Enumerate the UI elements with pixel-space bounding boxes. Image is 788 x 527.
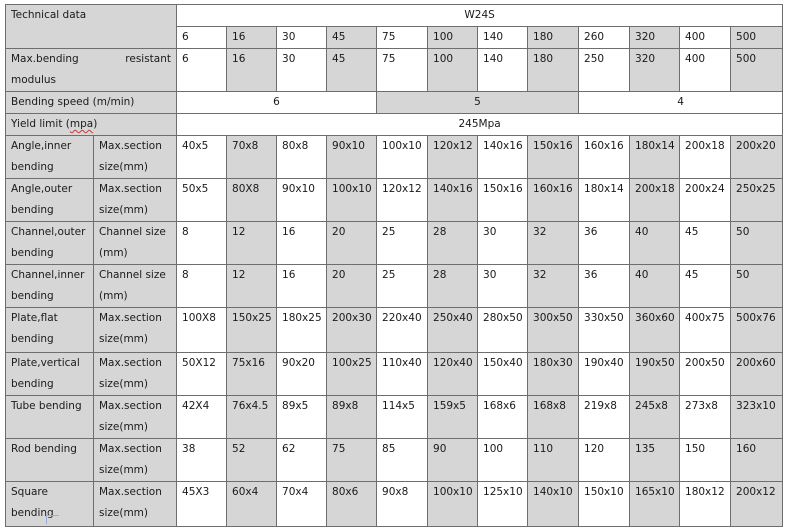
section-value-cell: 40	[630, 222, 680, 265]
header-size-0: 6	[177, 27, 227, 49]
bending-type-label	[6, 179, 94, 222]
section-value-cell: 38	[177, 439, 227, 482]
bending-type-label	[6, 308, 94, 353]
section-value-cell: 150x40	[478, 353, 528, 396]
section-value-cell: 250x25	[731, 179, 783, 222]
section-value-cell: 220x40	[377, 308, 428, 353]
section-value-cell: 180x14	[579, 179, 630, 222]
bending-type-line: Rod bending	[11, 443, 77, 455]
section-value-cell: 36	[579, 222, 630, 265]
speed-value-1: 6	[177, 92, 377, 114]
section-value-cell: 300x50	[528, 308, 579, 353]
section-size-label	[94, 222, 177, 265]
section-value-cell: 16	[277, 265, 327, 308]
section-size-line: size(mm)	[99, 507, 149, 519]
section-size-line: size(mm)	[99, 204, 149, 216]
section-value-cell: 70x4	[277, 482, 327, 527]
row-technical-data	[6, 5, 783, 27]
section-value-cell: 140x16	[428, 179, 478, 222]
bending-type-label	[6, 439, 94, 482]
section-value-cell: 90x10	[277, 179, 327, 222]
bending-type-label	[6, 222, 94, 265]
section-value-cell: 76x4.5	[227, 396, 277, 439]
modulus-value-11: 500	[731, 49, 783, 92]
section-size-line: size(mm)	[99, 421, 149, 433]
section-value-cell: 150x16	[478, 179, 528, 222]
bending-type-line: bending	[11, 333, 54, 345]
section-size-line: Max.section	[99, 357, 162, 369]
row-bending-speed	[6, 92, 783, 114]
section-value-cell: 100x25	[327, 353, 377, 396]
section-value-cell: 200x18	[630, 179, 680, 222]
section-row	[6, 482, 783, 527]
section-value-cell: 8	[177, 265, 227, 308]
section-value-cell: 400x75	[680, 308, 731, 353]
section-value-cell: 20	[327, 265, 377, 308]
modulus-value-7: 180	[528, 49, 579, 92]
section-value-cell: 190x50	[630, 353, 680, 396]
section-value-cell: 125x10	[478, 482, 528, 527]
section-value-cell: 75	[327, 439, 377, 482]
section-size-label	[94, 308, 177, 353]
header-size-6: 140	[478, 27, 528, 49]
section-value-cell: 360x60	[630, 308, 680, 353]
section-value-cell: 140x16	[478, 136, 528, 179]
section-value-cell: 150x16	[528, 136, 579, 179]
section-value-cell: 120x12	[428, 136, 478, 179]
section-value-cell: 273x8	[680, 396, 731, 439]
section-value-cell: 50X12	[177, 353, 227, 396]
section-size-line: Max.section	[99, 443, 162, 455]
bending-type-line: bending	[11, 161, 54, 173]
section-value-cell: 50	[731, 265, 783, 308]
bending-type-label	[6, 265, 94, 308]
section-value-cell: 280x50	[478, 308, 528, 353]
section-value-cell: 30	[478, 265, 528, 308]
section-value-cell: 219x8	[579, 396, 630, 439]
section-value-cell: 180x30	[528, 353, 579, 396]
section-value-cell: 200x24	[680, 179, 731, 222]
section-value-cell: 500x76	[731, 308, 783, 353]
bending-type-line: bending	[11, 290, 54, 302]
section-row	[6, 265, 783, 308]
section-value-cell: 30	[478, 222, 528, 265]
section-size-line: size(mm)	[99, 378, 149, 390]
section-value-cell: 180x14	[630, 136, 680, 179]
section-value-cell: 120x40	[428, 353, 478, 396]
modulus-value-2: 30	[277, 49, 327, 92]
section-value-cell: 168x8	[528, 396, 579, 439]
header-size-3: 45	[327, 27, 377, 49]
yield-label-c: )	[93, 118, 98, 130]
section-value-cell: 20	[327, 222, 377, 265]
section-size-label	[94, 482, 177, 527]
bending-type-line: Tube bending	[11, 400, 82, 412]
section-row	[6, 439, 783, 482]
bending-type-line: bending	[11, 247, 54, 259]
section-value-cell: 28	[428, 265, 478, 308]
section-value-cell: 8	[177, 222, 227, 265]
section-value-cell: 45X3	[177, 482, 227, 527]
section-value-cell: 12	[227, 265, 277, 308]
section-row	[6, 222, 783, 265]
section-value-cell: 180x25	[277, 308, 327, 353]
bending-type-label	[6, 396, 94, 439]
modulus-value-10: 400	[680, 49, 731, 92]
bending-type-line	[11, 417, 88, 438]
header-size-1: 16	[227, 27, 277, 49]
bending-type-line: Channel,outer	[11, 226, 86, 238]
modulus-value-5: 100	[428, 49, 478, 92]
section-value-cell: 70x8	[227, 136, 277, 179]
section-size-line: Channel size	[99, 269, 166, 281]
bending-speed-label: Bending speed (m/min)	[6, 92, 177, 114]
section-value-cell: 200x60	[731, 353, 783, 396]
modulus-value-9: 320	[630, 49, 680, 92]
yield-label-a: Yield limit (	[11, 118, 70, 130]
section-rows	[6, 136, 783, 527]
section-value-cell: 75x16	[227, 353, 277, 396]
section-value-cell: 45	[680, 222, 731, 265]
section-value-cell: 45	[680, 265, 731, 308]
bending-type-line: bending	[11, 378, 54, 390]
section-row	[6, 396, 783, 439]
section-value-cell: 90x20	[277, 353, 327, 396]
section-value-cell: 100x10	[428, 482, 478, 527]
header-size-9: 320	[630, 27, 680, 49]
technical-data-table	[5, 4, 783, 527]
section-value-cell: 25	[377, 265, 428, 308]
section-size-line: Max.section	[99, 486, 162, 498]
section-value-cell: 135	[630, 439, 680, 482]
bending-type-line: Plate,vertical	[11, 357, 80, 369]
section-value-cell: 32	[528, 265, 579, 308]
section-value-cell: 160	[731, 439, 783, 482]
section-value-cell: 85	[377, 439, 428, 482]
section-value-cell: 50x5	[177, 179, 227, 222]
modulus-label-b: resistant	[125, 53, 172, 65]
section-size-line: (mm)	[99, 290, 128, 302]
modulus-value-0: 6	[177, 49, 227, 92]
bending-type-label	[6, 136, 94, 179]
section-value-cell: 200x12	[731, 482, 783, 527]
section-row	[6, 136, 783, 179]
section-value-cell: 120	[579, 439, 630, 482]
section-value-cell: 12	[227, 222, 277, 265]
section-value-cell: 250x40	[428, 308, 478, 353]
section-value-cell: 100x10	[377, 136, 428, 179]
header-size-11: 500	[731, 27, 783, 49]
bending-type-line: Angle,inner	[11, 140, 72, 152]
section-value-cell: 28	[428, 222, 478, 265]
yield-limit-value: 245Mpa	[177, 114, 783, 136]
section-size-line: Max.section	[99, 400, 162, 412]
modulus-value-1: 16	[227, 49, 277, 92]
section-value-cell: 160x16	[528, 179, 579, 222]
section-value-cell: 80x6	[327, 482, 377, 527]
section-size-line: size(mm)	[99, 333, 149, 345]
speed-value-3: 4	[579, 92, 783, 114]
yield-label-b: mpa	[69, 118, 94, 130]
section-value-cell: 160x16	[579, 136, 630, 179]
section-value-cell: 89x5	[277, 396, 327, 439]
header-size-5: 100	[428, 27, 478, 49]
section-size-line: Max.section	[99, 183, 162, 195]
yield-limit-label	[6, 114, 177, 136]
section-size-line: size(mm)	[99, 161, 149, 173]
section-value-cell: 200x18	[680, 136, 731, 179]
header-size-2: 30	[277, 27, 327, 49]
section-value-cell: 165x10	[630, 482, 680, 527]
section-value-cell: 50	[731, 222, 783, 265]
modulus-value-6: 140	[478, 49, 528, 92]
section-value-cell: 90	[428, 439, 478, 482]
section-value-cell: 100X8	[177, 308, 227, 353]
section-size-label	[94, 265, 177, 308]
section-value-cell: 323x10	[731, 396, 783, 439]
bending-type-line: Plate,flat	[11, 312, 58, 324]
header-size-7: 180	[528, 27, 579, 49]
section-value-cell: 16	[277, 222, 327, 265]
bending-type-line: Channel,inner	[11, 269, 85, 281]
section-value-cell: 100	[478, 439, 528, 482]
section-value-cell: 62	[277, 439, 327, 482]
section-value-cell: 168x6	[478, 396, 528, 439]
section-value-cell: 52	[227, 439, 277, 482]
modulus-label-a: Max.bending	[11, 53, 79, 65]
section-size-line: Max.section	[99, 312, 162, 324]
modulus-label	[6, 49, 177, 92]
section-value-cell: 32	[528, 222, 579, 265]
modulus-value-4: 75	[377, 49, 428, 92]
technical-data-label: Technical data	[6, 5, 177, 49]
section-value-cell: 200x50	[680, 353, 731, 396]
section-value-cell: 110	[528, 439, 579, 482]
section-value-cell: 90x8	[377, 482, 428, 527]
section-size-line: size(mm)	[99, 464, 149, 476]
section-value-cell: 80X8	[227, 179, 277, 222]
section-value-cell: 100x10	[327, 179, 377, 222]
section-value-cell: 150	[680, 439, 731, 482]
section-value-cell: 180x12	[680, 482, 731, 527]
section-row	[6, 308, 783, 353]
section-value-cell: 150x10	[579, 482, 630, 527]
section-value-cell: 25	[377, 222, 428, 265]
section-size-label	[94, 136, 177, 179]
modulus-label-c: modulus	[11, 74, 57, 86]
section-value-cell: 200x30	[327, 308, 377, 353]
section-size-line: (mm)	[99, 247, 128, 259]
bending-type-line: Angle,outer	[11, 183, 73, 195]
spec-table-wrapper	[5, 4, 783, 527]
section-size-label	[94, 396, 177, 439]
bending-type-label	[6, 353, 94, 396]
row-yield-limit	[6, 114, 783, 136]
section-size-label	[94, 179, 177, 222]
section-size-line: Max.section	[99, 140, 162, 152]
bending-type-line: bending	[11, 507, 54, 519]
bending-type-line: Square	[11, 486, 48, 498]
modulus-value-3: 45	[327, 49, 377, 92]
bending-type-line	[11, 460, 88, 481]
section-size-line: Channel size	[99, 226, 166, 238]
header-size-10: 400	[680, 27, 731, 49]
header-size-8: 260	[579, 27, 630, 49]
section-value-cell: 200x20	[731, 136, 783, 179]
section-value-cell: 120x12	[377, 179, 428, 222]
section-value-cell: 60x4	[227, 482, 277, 527]
section-size-label	[94, 439, 177, 482]
modulus-value-8: 250	[579, 49, 630, 92]
section-value-cell: 89x8	[327, 396, 377, 439]
model-name: W24S	[177, 5, 783, 27]
section-value-cell: 150x25	[227, 308, 277, 353]
section-value-cell: 245x8	[630, 396, 680, 439]
section-value-cell: 80x8	[277, 136, 327, 179]
section-value-cell: 110x40	[377, 353, 428, 396]
bending-type-line: bending	[11, 204, 54, 216]
section-value-cell: 36	[579, 265, 630, 308]
section-size-label	[94, 353, 177, 396]
section-value-cell: 114x5	[377, 396, 428, 439]
section-value-cell: 330x50	[579, 308, 630, 353]
section-value-cell: 140x10	[528, 482, 579, 527]
section-value-cell: 40	[630, 265, 680, 308]
header-size-4: 75	[377, 27, 428, 49]
section-value-cell: 159x5	[428, 396, 478, 439]
section-value-cell: 190x40	[579, 353, 630, 396]
speed-value-2: 5	[377, 92, 579, 114]
section-value-cell: 40x5	[177, 136, 227, 179]
section-value-cell: 90x10	[327, 136, 377, 179]
section-row	[6, 353, 783, 396]
section-row	[6, 179, 783, 222]
row-bending-modulus	[6, 49, 783, 92]
section-value-cell: 42X4	[177, 396, 227, 439]
